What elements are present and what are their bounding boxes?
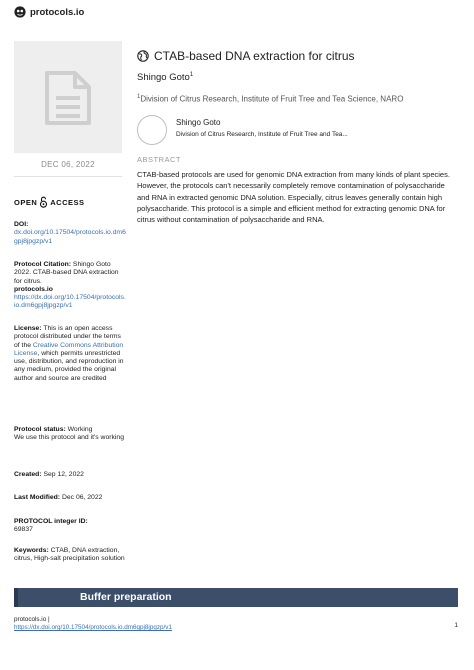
keywords-value: CTAB, DNA extraction, citrus, High-salt precipitation solution [14, 547, 125, 563]
created-label: Created: [14, 471, 42, 478]
open-access-left: OPEN [14, 197, 38, 207]
status-label: Protocol status: [14, 426, 66, 433]
keywords-label: Keywords: [14, 547, 49, 554]
globe-icon [137, 50, 149, 62]
document-icon [44, 70, 92, 126]
status-value: Working [67, 426, 93, 433]
page-footer [14, 616, 172, 632]
integer-id-value: 69837 [14, 526, 33, 534]
status-block [14, 426, 126, 443]
status-note: We use this protocol and it's working [14, 434, 124, 442]
site-header [14, 4, 84, 20]
doi-link[interactable]: dx.doi.org/10.17504/protocols.io.dm6gpj8jpgzp/v1 [14, 229, 126, 245]
author-name[interactable]: Shingo Goto [137, 72, 190, 84]
publication-date: DEC 06, 2022 [41, 160, 95, 169]
license-block [14, 325, 126, 383]
citation-label: Protocol Citation: [14, 261, 72, 268]
abstract-text: CTAB-based protocols are used for genomic DNA extraction from many kinds of plant species. However, the protocols can't necessarily completely remove contamination of polysaccharide and RNA in extracted genomic DNA solution. Especially, citrus leaves generally contain high polysaccharide. This protocol is a simple and efficient method for extracting genomic DNA for citrus without contamination of polysaccharide and RNA. [137, 170, 450, 225]
citation-text: Shingo Goto 2022. CTAB-based DNA extraction for citrus. [14, 261, 119, 285]
title-row [137, 49, 355, 63]
brand-name[interactable]: protocols.io [30, 6, 85, 18]
modified-label: Last Modified: [14, 494, 61, 501]
license-text: This is an open access protocol distributed under the terms of the [14, 325, 121, 349]
author-avatar[interactable] [137, 115, 167, 145]
keywords-block [14, 547, 126, 564]
open-access-badge [14, 196, 85, 208]
author-card-affiliation: Division of Citrus Research, Institute of Fruit Tree and Tea... [176, 131, 348, 138]
license-link[interactable]: Creative Commons Attribution License [14, 341, 124, 357]
license-label: License: [14, 325, 42, 332]
license-text-cont: , which permits unrestricted use, distribution, and reproduction in any medium, provided the original author and source are credited [14, 349, 124, 382]
footer-link[interactable]: https://dx.doi.org/10.17504/protocols.io.dm6gpj8jpgzp/v1 [14, 624, 172, 631]
open-access-right: ACCESS [50, 197, 85, 207]
open-lock-icon [39, 196, 48, 208]
author-line [137, 72, 193, 83]
modified-value: Dec 06, 2022 [61, 494, 103, 501]
protocols-logo-icon [14, 6, 26, 18]
affiliation-line [137, 94, 403, 104]
protocol-title: CTAB-based DNA extraction for citrus [154, 49, 355, 63]
section-title: Buffer preparation [80, 591, 172, 603]
author-sup: 1 [189, 72, 194, 78]
affiliation-sup: 1 [137, 94, 141, 100]
integer-id-block [14, 518, 126, 535]
affiliation-text: Division of Citrus Research, Institute of Fruit Tree and Tea Science, NARO [140, 94, 404, 104]
sidebar-divider [14, 176, 122, 177]
doi-label: DOI: [14, 221, 29, 228]
author-card-name[interactable]: Shingo Goto [176, 118, 221, 127]
page-number: 1 [454, 622, 458, 629]
footer-site: protocols.io | [14, 616, 50, 623]
section-accent [14, 588, 18, 607]
citation-link[interactable]: https://dx.doi.org/10.17504/protocols.io.dm6gpj8jpgzp/v1 [14, 294, 126, 310]
created-value: Sep 12, 2022 [43, 471, 84, 478]
created-block [14, 471, 126, 479]
modified-block [14, 494, 126, 502]
doi-block [14, 221, 126, 246]
citation-block [14, 261, 126, 311]
citation-site: protocols.io [14, 285, 53, 293]
protocol-thumbnail [14, 41, 122, 153]
abstract-label: ABSTRACT [137, 155, 182, 164]
integer-id-label: PROTOCOL integer ID: [14, 518, 88, 525]
